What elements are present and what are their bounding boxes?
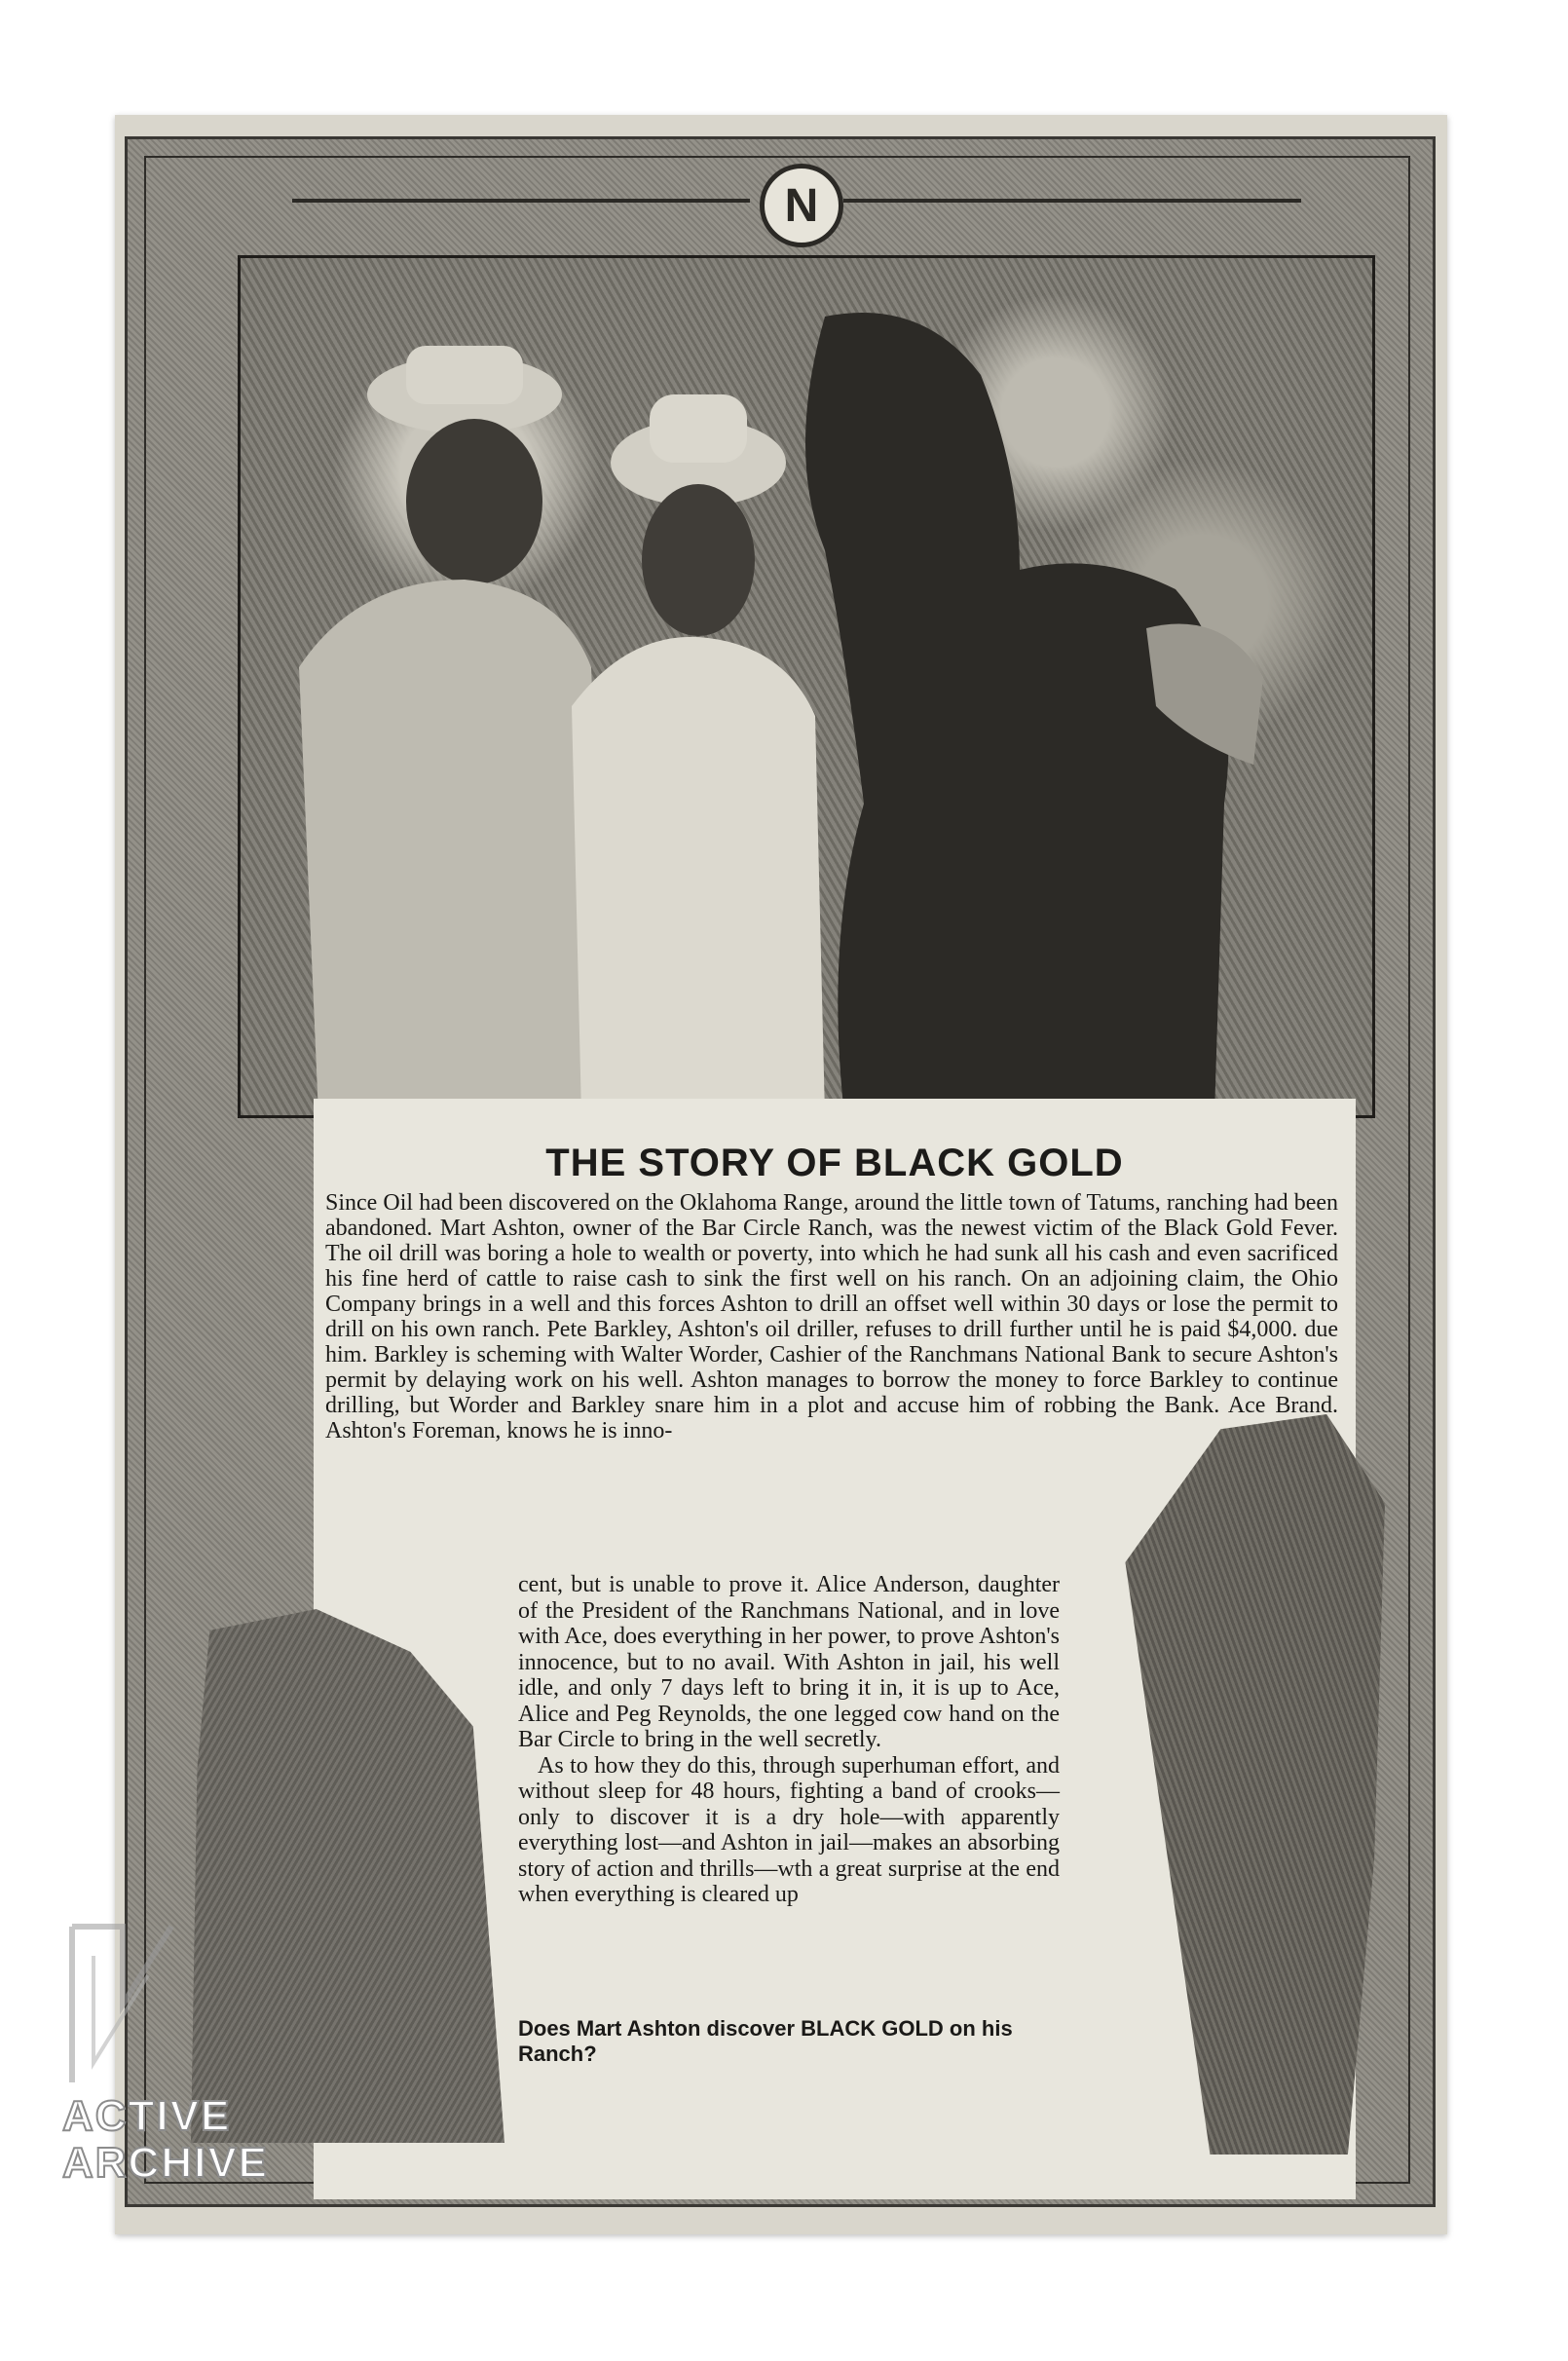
story-column-text-2: As to how they do this, through superhuman effort, and without sleep for 48 hours, fighting a band of crooks—only to discover it is a dry hole—with apparently everything lost—and Ashton in jail—makes an absorbing story of action and thrills—wth a great surprise at the end when everything is cleared up: [518, 1752, 1060, 1907]
photo-scene: [241, 258, 1372, 1115]
woman-shirt: [572, 637, 825, 1115]
monogram-logo: [760, 164, 843, 247]
watermark-line-1: ACTIVE: [62, 2092, 232, 2140]
story-paragraph-main: Since Oil had been discovered on the Oklahoma Range, around the little town of Tatums, ranching had been abandoned. Mart Ashton, owner of the Bar Circle Ranch, was the newest victim of the Black Gold Fever. The oil drill was boring a hole to wealth or poverty, into which he had sunk all his cash and even sacrificed his fine herd of cattle to raise cash to sink the first well on his ranch. On an adjoining claim, the Ohio Company brings in a well and this forces Ashton to drill an offset well within 30 days or lose the permit to drill on his own ranch. Pete Barkley, Ashton's oil driller, refuses to drill further until he is paid $4,000. due him. Barkley is scheming with Walter Worder, Cashier of the Ranchmans National Bank to secure Ashton's permit by delaying work on his well. Ashton manages to borrow the money to force Barkley to continue drilling, but Worder and Barkley snare him in a plot and accuse him of robbing the Bank. Ace Brand. Ashton's Foreman, knows he is inno-: [325, 1190, 1338, 1443]
man-coat: [299, 580, 611, 1115]
closing-question: [518, 2016, 1060, 2067]
scroll-ornament-left: [292, 199, 750, 203]
story-column-text: cent, but is unable to prove it. Alice Anderson, daughter of the President of the Ranchmans National, and in love with Ace, does everything in her power, to prove Ashton's innocence, but to no avail. With Ashton in jail, his well idle, and only 7 days left to bring it in, it is up to Ace, Alice and Peg Reynolds, the one legged cow hand on the Bar Circle to bring in the well secretly.: [518, 1572, 1060, 1752]
monogram-letter: N: [784, 179, 819, 232]
watermark-line-2: ARCHIVE: [62, 2139, 270, 2187]
story-paragraph-column: [518, 1572, 1060, 1908]
man-face: [406, 419, 542, 584]
story-headline: THE STORY OF BLACK GOLD: [545, 1142, 1124, 1184]
film-still-photo: [238, 255, 1375, 1118]
woman-face: [642, 484, 755, 636]
scroll-ornament-right: [843, 199, 1301, 203]
closing-question-text: Does Mart Ashton discover BLACK GOLD on his Ranch?: [518, 2016, 1013, 2066]
